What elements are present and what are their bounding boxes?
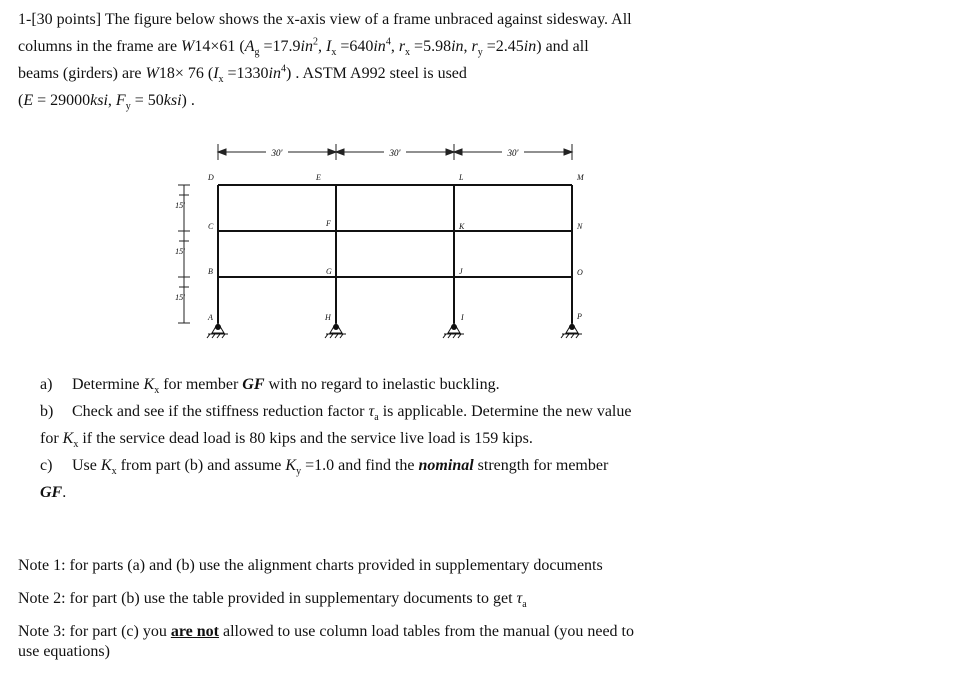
member-name: GF bbox=[242, 376, 265, 393]
inertia-subscript: x bbox=[331, 47, 337, 59]
joint-label: H bbox=[325, 313, 331, 322]
unit: ksi bbox=[163, 92, 182, 109]
unit: in bbox=[451, 38, 464, 55]
inertia-value: =640 bbox=[336, 38, 374, 55]
part-text bbox=[72, 371, 500, 398]
part-text bbox=[72, 452, 608, 479]
problem-line-2 bbox=[18, 33, 968, 60]
part-text bbox=[72, 398, 631, 425]
frame-figure bbox=[170, 138, 610, 350]
emphasis: are not bbox=[170, 623, 219, 640]
span-label: 30' bbox=[507, 148, 519, 158]
k-subscript: x bbox=[73, 439, 79, 451]
area-subscript: g bbox=[254, 47, 260, 59]
tau-symbol: τ bbox=[516, 590, 523, 607]
joint-label: M bbox=[577, 173, 584, 182]
pin-support bbox=[325, 323, 346, 338]
inertia-subscript: x bbox=[218, 74, 224, 86]
arrowhead bbox=[336, 149, 344, 155]
yield-value: = 50 bbox=[130, 92, 164, 109]
member-name: GF bbox=[40, 484, 63, 501]
text: with no regard to inelastic buckling. bbox=[264, 376, 500, 393]
problem-line-1 bbox=[18, 6, 968, 33]
radius-symbol: r bbox=[471, 38, 478, 55]
separator: , bbox=[318, 38, 326, 55]
k-subscript: x bbox=[111, 466, 117, 478]
tau-subscript: a bbox=[374, 412, 379, 424]
note-3 bbox=[18, 622, 968, 662]
frame-diagram bbox=[170, 138, 610, 350]
k-symbol: K bbox=[143, 376, 155, 393]
note-text: Note 2: for part (b) use the table provided in supplementary documents to get bbox=[18, 590, 517, 607]
unit: in bbox=[300, 38, 313, 55]
exponent: 4 bbox=[281, 63, 286, 75]
span-label: 30' bbox=[389, 148, 401, 158]
joint-label: P bbox=[577, 312, 582, 321]
yield-symbol: F bbox=[115, 92, 126, 109]
unit: ksi bbox=[90, 92, 108, 109]
part-letter: b) bbox=[40, 403, 54, 420]
problem-statement bbox=[18, 6, 968, 114]
text: =1.0 and find the bbox=[301, 457, 419, 474]
paren: ) . bbox=[181, 92, 195, 109]
k-subscript: x bbox=[154, 385, 160, 397]
problem-text: columns in the frame are bbox=[18, 38, 182, 55]
inertia-symbol: I bbox=[213, 65, 219, 82]
section-w: W bbox=[145, 65, 159, 82]
joint-label: K bbox=[459, 222, 465, 231]
height-label: 15' bbox=[175, 201, 185, 210]
part-letter: a) bbox=[40, 376, 53, 393]
joint-label: O bbox=[577, 268, 583, 277]
notes bbox=[18, 556, 968, 675]
arrowhead bbox=[218, 149, 226, 155]
text: for bbox=[40, 430, 63, 447]
note-1 bbox=[18, 556, 968, 576]
joint-label: N bbox=[577, 222, 583, 231]
radius-subscript: x bbox=[405, 47, 411, 59]
inertia-value: =1330 bbox=[223, 65, 269, 82]
span-label: 30' bbox=[271, 148, 283, 158]
radius-value: =5.98 bbox=[410, 38, 452, 55]
modulus-symbol: E bbox=[23, 92, 34, 109]
text: Use bbox=[72, 457, 101, 474]
exponent: 4 bbox=[385, 36, 391, 48]
part-b bbox=[40, 398, 970, 425]
problem-line-4 bbox=[18, 87, 968, 114]
text: Check and see if the stiffness reduction factor bbox=[72, 403, 369, 420]
joint-label: I bbox=[461, 313, 464, 322]
joint-label: B bbox=[208, 267, 213, 276]
paren: ( bbox=[18, 92, 24, 109]
part-c-continued bbox=[40, 479, 970, 506]
k-symbol: K bbox=[100, 457, 112, 474]
area-value: =17.9 bbox=[259, 38, 301, 55]
joint-label: G bbox=[326, 267, 332, 276]
k-symbol: K bbox=[62, 430, 74, 447]
unit: in bbox=[373, 38, 386, 55]
column-size: 14×61 ( bbox=[194, 38, 245, 55]
joint-label: C bbox=[208, 222, 214, 231]
joint-label: J bbox=[459, 267, 463, 276]
unit: in bbox=[268, 65, 281, 82]
tau-symbol: τ bbox=[368, 403, 375, 420]
pin-support bbox=[561, 323, 582, 338]
text: if the service dead load is 80 kips and the service live load is 159 kips. bbox=[78, 430, 533, 447]
separator: , bbox=[107, 92, 116, 109]
emphasis: nominal bbox=[418, 457, 474, 474]
radius-symbol: r bbox=[398, 38, 406, 55]
note-2 bbox=[18, 589, 968, 609]
joint-label: E bbox=[316, 173, 321, 182]
problem-text: beams (girders) are bbox=[18, 65, 146, 82]
note-text: use equations) bbox=[18, 643, 110, 660]
part-a bbox=[40, 371, 970, 398]
pin-support bbox=[207, 323, 228, 338]
yield-subscript: y bbox=[125, 101, 131, 113]
radius-subscript: y bbox=[477, 47, 483, 59]
note-text: allowed to use column load tables from the manual (you need to bbox=[218, 623, 634, 640]
k-symbol: K bbox=[285, 457, 297, 474]
inertia-symbol: I bbox=[326, 38, 332, 55]
joint-label: F bbox=[326, 219, 331, 228]
joint-label: D bbox=[208, 173, 214, 182]
unit: in bbox=[523, 38, 537, 55]
part-letter: c) bbox=[40, 457, 53, 474]
height-label: 15' bbox=[175, 247, 185, 256]
separator: , bbox=[390, 38, 399, 55]
pin-support bbox=[443, 323, 464, 338]
area-symbol: A bbox=[244, 38, 255, 55]
arrowhead bbox=[564, 149, 572, 155]
part-c bbox=[40, 452, 970, 479]
text: for member bbox=[159, 376, 243, 393]
joint-label: L bbox=[459, 173, 464, 182]
separator: , bbox=[463, 38, 472, 55]
supports bbox=[207, 323, 582, 338]
part-b-continued bbox=[40, 425, 970, 452]
arrowhead bbox=[454, 149, 462, 155]
problem-line-3 bbox=[18, 60, 968, 87]
note-text: Note 3: for part (c) you bbox=[18, 623, 171, 640]
exponent: 2 bbox=[313, 36, 318, 48]
beam-size: 18× 76 ( bbox=[158, 65, 214, 82]
note-text: Note 1: for parts (a) and (b) use the alignment charts provided in supplementary documents bbox=[18, 557, 603, 574]
problem-text: ) and all bbox=[536, 38, 589, 55]
height-label: 15' bbox=[175, 293, 185, 302]
problem-text: 1-[30 points] The figure below shows the x-axis view of a frame unbraced against sidesway. All bbox=[18, 11, 632, 28]
text: Determine bbox=[72, 376, 144, 393]
radius-value: =2.45 bbox=[482, 38, 524, 55]
joint-labels bbox=[207, 173, 585, 322]
tau-subscript: a bbox=[522, 599, 527, 611]
modulus-value: = 29000 bbox=[33, 92, 91, 109]
text: . bbox=[62, 484, 67, 501]
text: strength for member bbox=[473, 457, 609, 474]
text: is applicable. Determine the new value bbox=[378, 403, 632, 420]
section-w: W bbox=[181, 38, 195, 55]
k-subscript: y bbox=[296, 466, 302, 478]
problem-text: ) . ASTM A992 steel is used bbox=[286, 65, 467, 82]
text: from part (b) and assume bbox=[116, 457, 286, 474]
question-parts bbox=[40, 371, 970, 506]
frame-members bbox=[218, 185, 572, 323]
joint-label: A bbox=[208, 313, 213, 322]
